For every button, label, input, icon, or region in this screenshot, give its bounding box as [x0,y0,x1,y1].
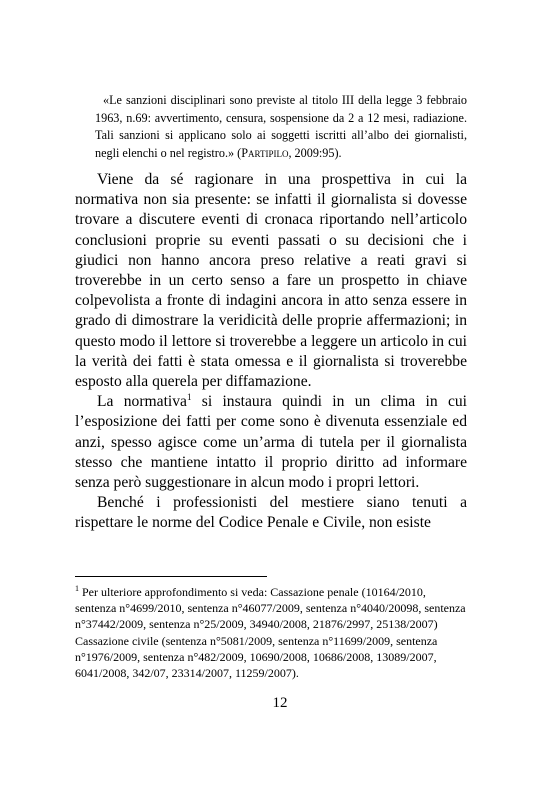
footnote-text: Per ulteriore approfondimento si veda: Cassazione penale (10164/2010, sentenza n°4699/2010, sentenza n°46077/2009, sentenza n°4040/20098, sentenza n°37442/2009, sentenza n°25/2009, 34940/2008, 21876/2997, 25138/2007) Cassazione civile (sentenza n°5081/2009, sentenza n°11699/2009, sentenza n°1976/2009, sentenza n°482/2009, 10690/2008, 10686/2008, 13089/2007, 6041/2008, 342/07, 23314/2007, 11259/2007). [75,585,466,681]
footnote-marker: 1 [75,584,79,593]
quote-citation-rest: , 2009:95). [288,145,342,160]
paragraph-2 [75,392,467,493]
paragraph-2-rest: si instaura quindi in un clima in cui l’esposizione dei fatti per come sono è divenuta essenziale ed anzi, spesso agisce come un’arma di tutela per il giornalista stesso che mantiene intatto il proprio diritto ad informare senza però suggestionare in alcun modo i propri lettori. [75,393,467,492]
footnote-separator [75,576,267,577]
quote-citation-author: Partipilo [241,145,289,160]
paragraph-3: Benché i professionisti del mestiere siano tenuti a rispettare le norme del Codice Penale e Civile, non esiste [75,494,467,532]
paragraph-1: Viene da sé ragionare in una prospettiva in cui la normativa non sia presente: se infatti il giornalista si dovesse trovare a discutere eventi di cronaca riportando nell’articolo conclusioni proprie su eventi passati o su decisioni che i giudici non hanno ancora preso relative a reati gravi si troverebbe in un certo senso a fare un prospetto in chiave colpevolista a fronte di indagini ancora in atto senza essere in grado di dimostrare la veridicità delle proprie affermazioni; in questo modo il lettore si troverebbe a leggere un articolo in cui la verità dei fatti è stata omessa e il giornalista si troverebbe esposto alla querela per diffamazione. [75,171,467,391]
quote-text: «Le sanzioni disciplinari sono previste al titolo III della legge 3 febbraio 1963, n.69: avvertimento, censura, sospensione da 2 a 12 mesi, radiazione. Tali sanzioni si applicano solo ai soggetti iscritti all’albo dei giornalisti, negli elenchi o nel registro.» ( [95,93,467,160]
page-number: 12 [272,695,288,711]
paragraph-2-start: La normativa [97,393,187,411]
body-text [75,170,467,534]
footnote-reference-link[interactable]: 1 [186,392,192,403]
footnote [75,584,467,681]
block-quote [95,92,467,162]
